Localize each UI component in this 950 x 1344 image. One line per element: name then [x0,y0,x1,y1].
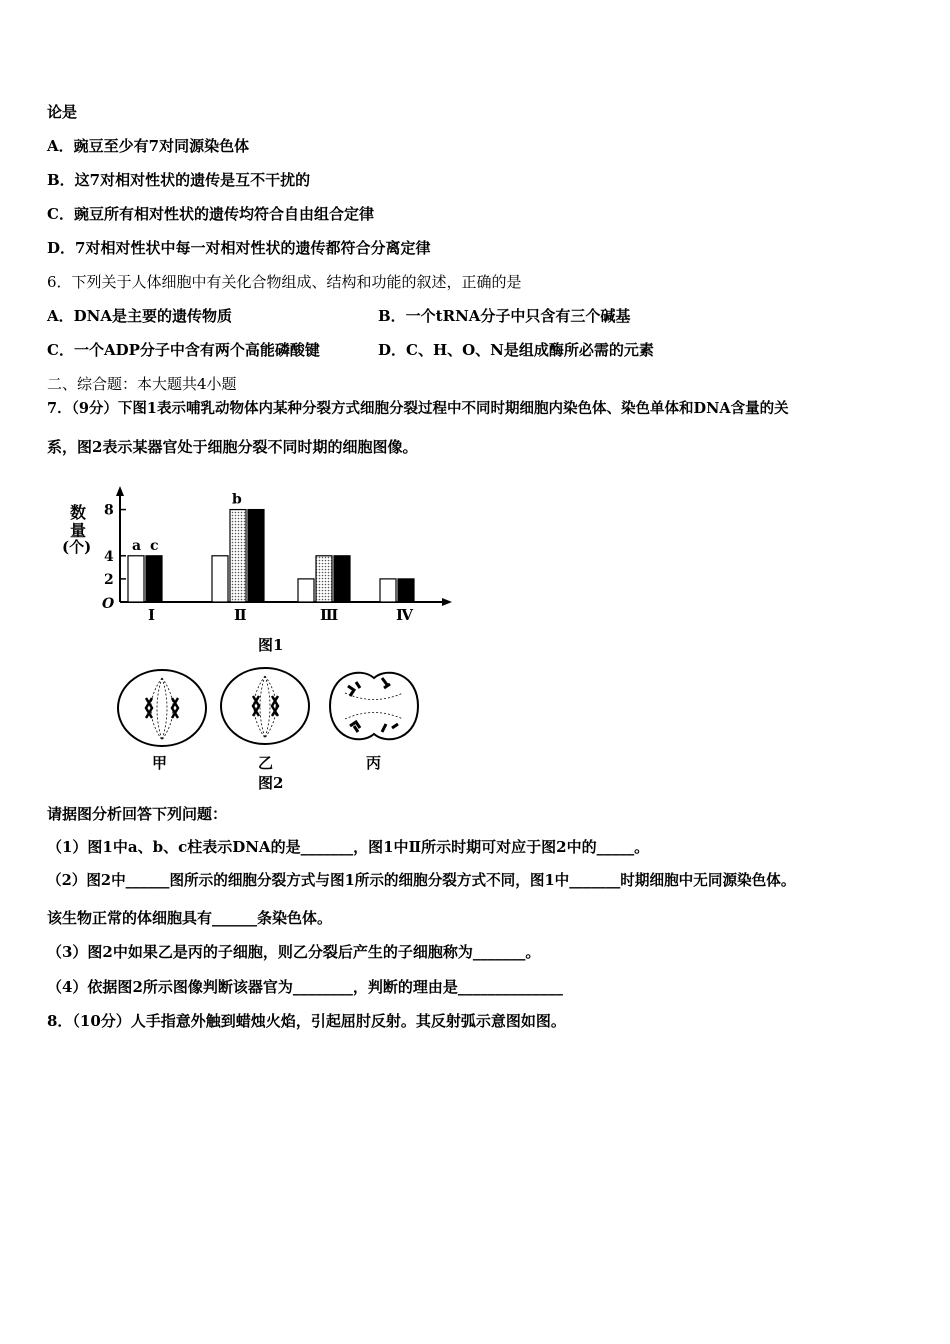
q6-stem: 6．下列关于人体细胞中有关化合物组成、结构和功能的叙述，正确的是 [47,273,522,291]
figure1-categories [148,606,414,624]
figure1-x-arrow [442,598,452,606]
figure1-bar-c [398,579,414,602]
figure1-bar-b [230,510,246,602]
figure1-series-label: c [150,537,159,554]
cell-label-yi: 乙 [258,754,274,772]
q6-option-c: C．一个ADP分子中含有两个高能磷酸键 [47,341,320,359]
q6-option-b: B．一个tRNA分子中只含有三个碱基 [378,307,631,325]
q7-prompt: 请据图分析回答下列问题： [47,805,228,823]
figure1-ytick-label: 2 [104,571,114,588]
figure1-ytick-label: 4 [104,548,114,565]
figure1-bar-a [128,556,144,602]
cell-label-jia: 甲 [152,754,168,772]
figure1-ylabel-1: 数 [70,503,87,522]
figure1-category-label: Ⅲ [320,606,339,624]
figure2-caption: 图2 [258,774,284,792]
q6-option-a: A．DNA是主要的遗传物质 [47,307,232,325]
cell-bing [330,673,418,740]
q8-stem: 8．（10分）人手指意外触到蜡烛火焰，引起屈肘反射。其反射弧示意图如图。 [47,1012,566,1030]
figure1-bar-c [248,510,264,602]
figure1-bars [128,492,414,602]
section-heading: 二、综合题：本大题共4小题 [47,375,237,393]
figure1-series-label: a [132,537,142,554]
figure1-category-label: Ⅰ [148,606,156,624]
figure1-ytick-label: 8 [104,502,114,519]
figure1-bar-c [146,556,162,602]
figure1-category-label: Ⅳ [396,606,414,624]
q7-part-2: （2）图2中______图所示的细胞分裂方式与图1所示的细胞分裂方式不同，图1中_______时期细胞中无同源染色体。 [47,872,796,889]
figure1-ylabel-2: 量 [70,521,87,540]
cell-yi [221,668,309,744]
figure1-bar-b [316,556,332,602]
q5-option-c: C．豌豆所有相对性状的遗传均符合自由组合定律 [47,205,374,223]
q7-part-2-cont: 该生物正常的体细胞具有______条染色体。 [47,909,333,927]
figure1-bar-a [298,579,314,602]
figure-area [60,478,480,798]
q6-option-d: D．C、H、O、N是组成酶所必需的元素 [378,341,654,359]
figure1-ylabel-3: (个) [62,538,92,556]
cell-label-bing: 丙 [366,754,382,772]
figure-1-chart [60,478,480,798]
q7-part-4: （4）依据图2所示图像判断该器官为________，判断的理由是______________ [47,978,563,996]
q5-option-d: D．7对相对性状中每一对相对性状的遗传都符合分离定律 [47,239,431,257]
figure1-yticks [104,503,126,588]
q5-option-a: A．豌豆至少有7对同源染色体 [47,137,250,155]
q7-part-3: （3）图2中如果乙是丙的子细胞，则乙分裂后产生的子细胞称为_______。 [47,943,541,961]
q7-stem-line2: 系，图2表示某器官处于细胞分裂不同时期的细胞图像。 [47,438,418,456]
figure1-bar-a [380,579,396,602]
cell-jia [118,670,206,746]
q7-part-1: （1）图1中a、b、c柱表示DNA的是_______，图1中Ⅱ所示时期可对应于图2中的_____。 [47,838,650,856]
figure1-y-arrow [116,486,124,496]
figure1-bar-c [334,556,350,602]
q5-option-b: B．这7对相对性状的遗传是互不干扰的 [47,171,311,189]
figure1-caption: 图1 [258,636,284,654]
figure1-origin: O [102,596,115,612]
q7-stem-line1: 7．（9分）下图1表示哺乳动物体内某种分裂方式细胞分裂过程中不同时期细胞内染色体、染色单体和DNA含量的关 [47,400,789,417]
q5-tail: 论是 [47,103,78,121]
figure1-bar-a [212,556,228,602]
figure1-series-label: b [232,491,242,508]
figure1-category-label: Ⅱ [234,606,247,624]
